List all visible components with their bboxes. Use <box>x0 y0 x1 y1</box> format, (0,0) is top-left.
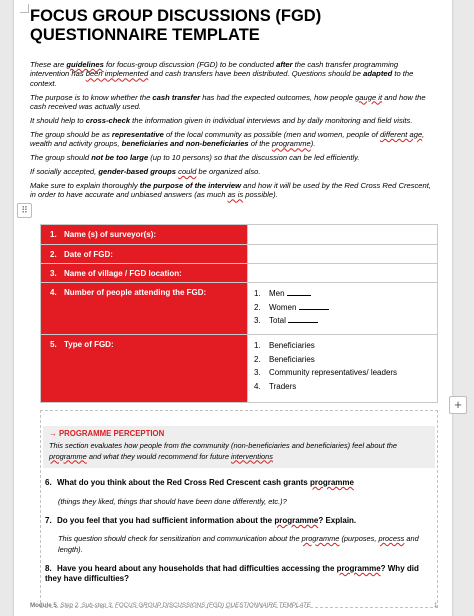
text-run: The group should be as <box>30 129 112 139</box>
option-beneficiaries[interactable] <box>254 339 437 353</box>
text-run: adapted <box>363 69 393 79</box>
text-run: representative <box>111 129 164 139</box>
text-run: programme <box>49 451 87 461</box>
text-run: If socially accepted, <box>30 167 99 177</box>
text-run: (up to 10 persons) so that the discussion can be led efficiently. <box>148 153 360 163</box>
fgd-type-options <box>248 335 438 403</box>
option-number: 3. <box>254 368 261 377</box>
option-number: 1. <box>254 289 261 298</box>
text-run: and how the cash received was actually used. <box>30 92 426 112</box>
text-run: after <box>276 60 293 69</box>
text-run: and what they would recommend for future <box>86 451 231 461</box>
option-men[interactable] <box>254 287 437 301</box>
footer-text: . Step 2. Sub-step 3. FOCUS GROUP DISCUSSIONS (FGD) QUESTIONNAIRE TEMPLATE <box>56 602 311 609</box>
text-run: interventions <box>231 451 273 461</box>
option-community-representatives[interactable] <box>254 366 437 380</box>
text-run: be organized also. <box>196 167 261 177</box>
question-text: Do you feel that you had sufficient information about the <box>57 516 275 525</box>
text-run: to the context. <box>30 69 414 88</box>
text-run: process <box>378 534 405 543</box>
option-number: 2. <box>254 354 261 364</box>
text-run: possible). <box>243 190 278 200</box>
blank-line[interactable] <box>288 315 318 323</box>
table-move-handle-icon[interactable]: ⠿ <box>17 203 32 218</box>
label-text: Type of FGD: <box>64 340 114 349</box>
title-line-2: QUESTIONNAIRE TEMPLATE <box>30 26 260 44</box>
question-text: ? Why did they have difficulties? <box>45 564 419 584</box>
page-number: 1 <box>434 602 438 609</box>
text-run: different age <box>379 129 423 139</box>
option-label: Traders <box>269 381 297 391</box>
page-corner-mark <box>20 4 29 13</box>
footer-module: Module 5 <box>30 602 57 609</box>
text-run: programme <box>301 534 340 543</box>
option-number: 1. <box>254 341 261 350</box>
text-run: ). <box>310 139 316 149</box>
text-run: (purposes, <box>339 534 379 543</box>
option-beneficiaries[interactable] <box>254 353 437 367</box>
option-label: Men <box>269 289 285 298</box>
row-number: 1. <box>50 230 57 239</box>
row-number: 5. <box>50 340 57 349</box>
option-label: Women <box>269 302 297 312</box>
text-run: been implemented <box>85 69 149 79</box>
question-text: programme <box>309 478 354 487</box>
text-run: cash transfer <box>152 92 201 102</box>
text-run: not be too large <box>91 153 149 163</box>
table-row <box>41 264 438 283</box>
text-run: as is <box>227 190 244 200</box>
text-run: of the <box>248 139 272 149</box>
text-run: , wealth and activity groups, <box>30 129 425 149</box>
question-number: 7. <box>45 516 52 525</box>
option-label: Beneficiaries <box>269 341 315 350</box>
question-text: programme <box>274 516 319 525</box>
label-text: Number of people attending the FGD: <box>64 288 207 297</box>
question-6-help: (things they liked, things that should have been done differently, etc.)? <box>58 497 287 506</box>
row-label-fgd-type <box>41 335 248 403</box>
intro-paragraph <box>30 93 432 112</box>
attendance-options <box>248 283 438 335</box>
intro-paragraph <box>30 130 432 149</box>
row-number: 3. <box>50 269 57 278</box>
intro-paragraph <box>30 167 432 176</box>
page-title <box>30 7 430 45</box>
section-title: → PROGRAMME PERCEPTION <box>49 429 165 438</box>
page-footer <box>30 602 311 609</box>
section-description <box>49 441 434 462</box>
text-run: These are <box>30 60 67 69</box>
table-row <box>41 225 438 245</box>
text-run: and cash transfers have been distributed. Questions should be <box>148 69 364 79</box>
text-run: The group should <box>30 153 92 163</box>
row-label-village <box>41 264 248 283</box>
text-run: It should help to <box>30 116 86 126</box>
add-row-icon[interactable]: + <box>449 396 467 414</box>
question-6 <box>45 478 433 488</box>
text-run: This section evaluates how people from the community (non-beneficiaries and beneficiaries) feel about the <box>49 441 397 450</box>
label-text: Date of FGD: <box>64 250 113 259</box>
option-number: 4. <box>254 381 261 391</box>
question-number: 6. <box>45 478 52 487</box>
question-8 <box>45 564 433 585</box>
surveyors-input-cell[interactable] <box>248 225 438 245</box>
text-run: Make sure to explain thoroughly <box>30 181 140 191</box>
text-run: the cash transfer programming intervention has <box>30 60 399 79</box>
intro-paragraph <box>30 60 432 88</box>
text-run: has had the expected outcomes, how people <box>200 92 356 102</box>
village-input-cell[interactable] <box>248 264 438 283</box>
text-run: The purpose is to know whether the <box>30 92 153 102</box>
option-label: Community representatives/ leaders <box>269 368 398 377</box>
text-run: could <box>178 167 197 177</box>
row-label-surveyors <box>41 225 248 245</box>
label-text: Name of village / FGD location: <box>64 269 182 278</box>
option-label: Total <box>269 316 286 325</box>
option-traders[interactable] <box>254 380 437 394</box>
intro-paragraph <box>30 181 432 200</box>
question-7 <box>45 516 433 526</box>
row-number: 2. <box>50 250 57 259</box>
text-run: gauge it <box>355 92 383 102</box>
question-7-help <box>58 534 432 555</box>
table-row <box>41 335 438 403</box>
label-text: (s) of surveyor(s): <box>85 230 157 239</box>
option-total[interactable] <box>254 314 437 328</box>
option-number: 3. <box>254 316 261 325</box>
text-run: the purpose of the interview <box>139 181 242 191</box>
option-label: Beneficiaries <box>269 354 315 364</box>
option-women[interactable] <box>254 301 437 315</box>
text-run: the information given in individual interviews and by daily monitoring and field visits. <box>130 116 413 126</box>
question-number: 8. <box>45 564 52 573</box>
text-run: of the local community as possible (men and women, people of <box>163 129 380 139</box>
row-label-date <box>41 245 248 264</box>
text-run: guidelines <box>66 60 104 69</box>
table-row <box>41 245 438 264</box>
row-label-attendance <box>41 283 248 335</box>
question-text: Have you heard about any households that had difficulties accessing the <box>57 564 337 573</box>
text-run: and length). <box>58 534 419 554</box>
title-line-1: FOCUS GROUP DISCUSSIONS (FGD) <box>30 7 322 25</box>
date-input-cell[interactable] <box>248 245 438 264</box>
intro-paragraph <box>30 116 432 125</box>
table-row <box>41 283 438 335</box>
text-run: beneficiaries and non-beneficiaries <box>121 139 249 149</box>
fgd-info-table <box>40 224 438 403</box>
text-run: and how it will be used by the Red Cross Red Crescent, in order to have accurate and unbiased answers (as much <box>30 181 431 200</box>
question-text: ? Explain. <box>318 516 357 525</box>
blank-line[interactable] <box>299 302 329 310</box>
question-text: What do you think about the Red Cross Red Crescent cash grants <box>57 478 310 487</box>
text-run: for focus-group discussion (FGD) to be conducted <box>103 60 277 69</box>
text-run: This question should check for sensitization and communication about the <box>58 534 302 543</box>
text-run: cross-check <box>85 116 131 126</box>
option-number: 2. <box>254 302 261 312</box>
label-text: Name <box>64 230 86 239</box>
row-number: 4. <box>50 288 57 297</box>
text-run: programme <box>271 139 311 149</box>
intro-paragraph <box>30 153 432 162</box>
intro-section <box>30 60 432 204</box>
text-run: gender-based groups <box>98 167 177 177</box>
blank-line[interactable] <box>287 288 311 296</box>
question-text: programme <box>336 564 381 573</box>
